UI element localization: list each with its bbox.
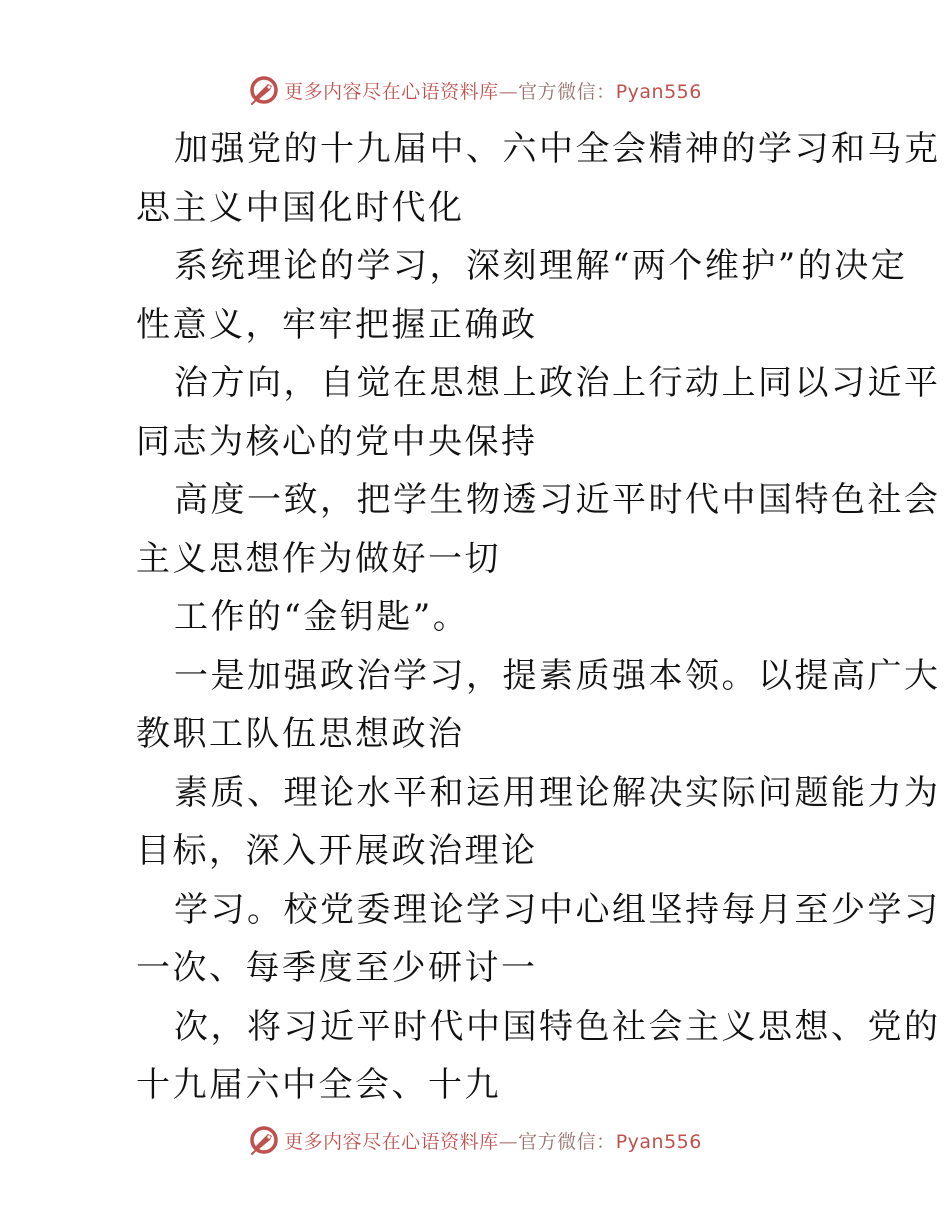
paragraph-line: 次，将习近平时代中国特色社会主义思想、党的	[174, 1006, 941, 1047]
paragraph-9	[98, 998, 941, 1115]
paragraph-line: 主义思想作为做好一切	[136, 538, 501, 579]
footer-banner	[0, 1120, 950, 1160]
paragraph-6	[98, 647, 941, 764]
header-banner-wechat-id: Pyan556	[615, 80, 702, 103]
footer-banner-text	[284, 1127, 702, 1154]
header-banner-wechat-label: 官方微信：	[518, 80, 616, 103]
pen-nib-circle-icon	[248, 74, 280, 106]
footer-banner-wechat-id: Pyan556	[615, 1130, 702, 1153]
paragraph-line: 思主义中国化时代化	[136, 187, 465, 228]
header-banner-dash: —	[498, 80, 519, 103]
paragraph-line: 目标，深入开展政治理论	[136, 831, 538, 871]
paragraph-line: 治方向，自觉在思想上政治上行动上同以习近平	[174, 363, 941, 403]
paragraph-line: 一是加强政治学习，提素质强本领。以提高广大	[174, 655, 941, 696]
paragraph-7	[98, 764, 941, 881]
paragraph-line: 高度一致，把学生物透习近平时代中国特色社会	[174, 480, 941, 520]
header-banner-text	[284, 77, 702, 104]
paragraph-line: 同志为核心的党中央保持	[136, 421, 538, 462]
paragraph-line: 加强党的十九届中、六中全会精神的学习和马克	[174, 129, 941, 169]
paragraph-1	[98, 120, 941, 237]
paragraph-line: 素质、理论水平和运用理论解决实际问题能力为	[174, 772, 941, 813]
paragraph-line: 学习。校党委理论学习中心组坚持每月至少学习	[174, 889, 941, 930]
paragraph-line: 性意义，牢牢把握正确政	[136, 304, 538, 345]
paragraph-line: 工作的“金钥匙”。	[174, 597, 470, 637]
header-banner-main: 更多内容尽在心语资料库	[284, 80, 499, 103]
paragraph-5	[98, 588, 858, 647]
paragraph-line: 一次、每季度至少研讨一	[136, 948, 538, 988]
paragraph-line: 十九届六中全会、十九	[136, 1065, 501, 1105]
document-body	[98, 120, 941, 1115]
paragraph-line: 教职工队伍思想政治	[136, 714, 465, 754]
pen-nib-circle-icon	[248, 1124, 280, 1156]
header-banner	[0, 70, 950, 110]
paragraph-8	[98, 881, 941, 998]
footer-banner-main: 更多内容尽在心语资料库	[284, 1130, 499, 1153]
paragraph-3	[98, 354, 941, 471]
footer-banner-wechat-label: 官方微信：	[518, 1130, 616, 1153]
footer-banner-dash: —	[498, 1130, 519, 1153]
paragraph-2	[98, 237, 908, 354]
paragraph-4	[98, 471, 941, 588]
paragraph-line: 系统理论的学习，深刻理解“两个维护”的决定	[174, 246, 908, 286]
